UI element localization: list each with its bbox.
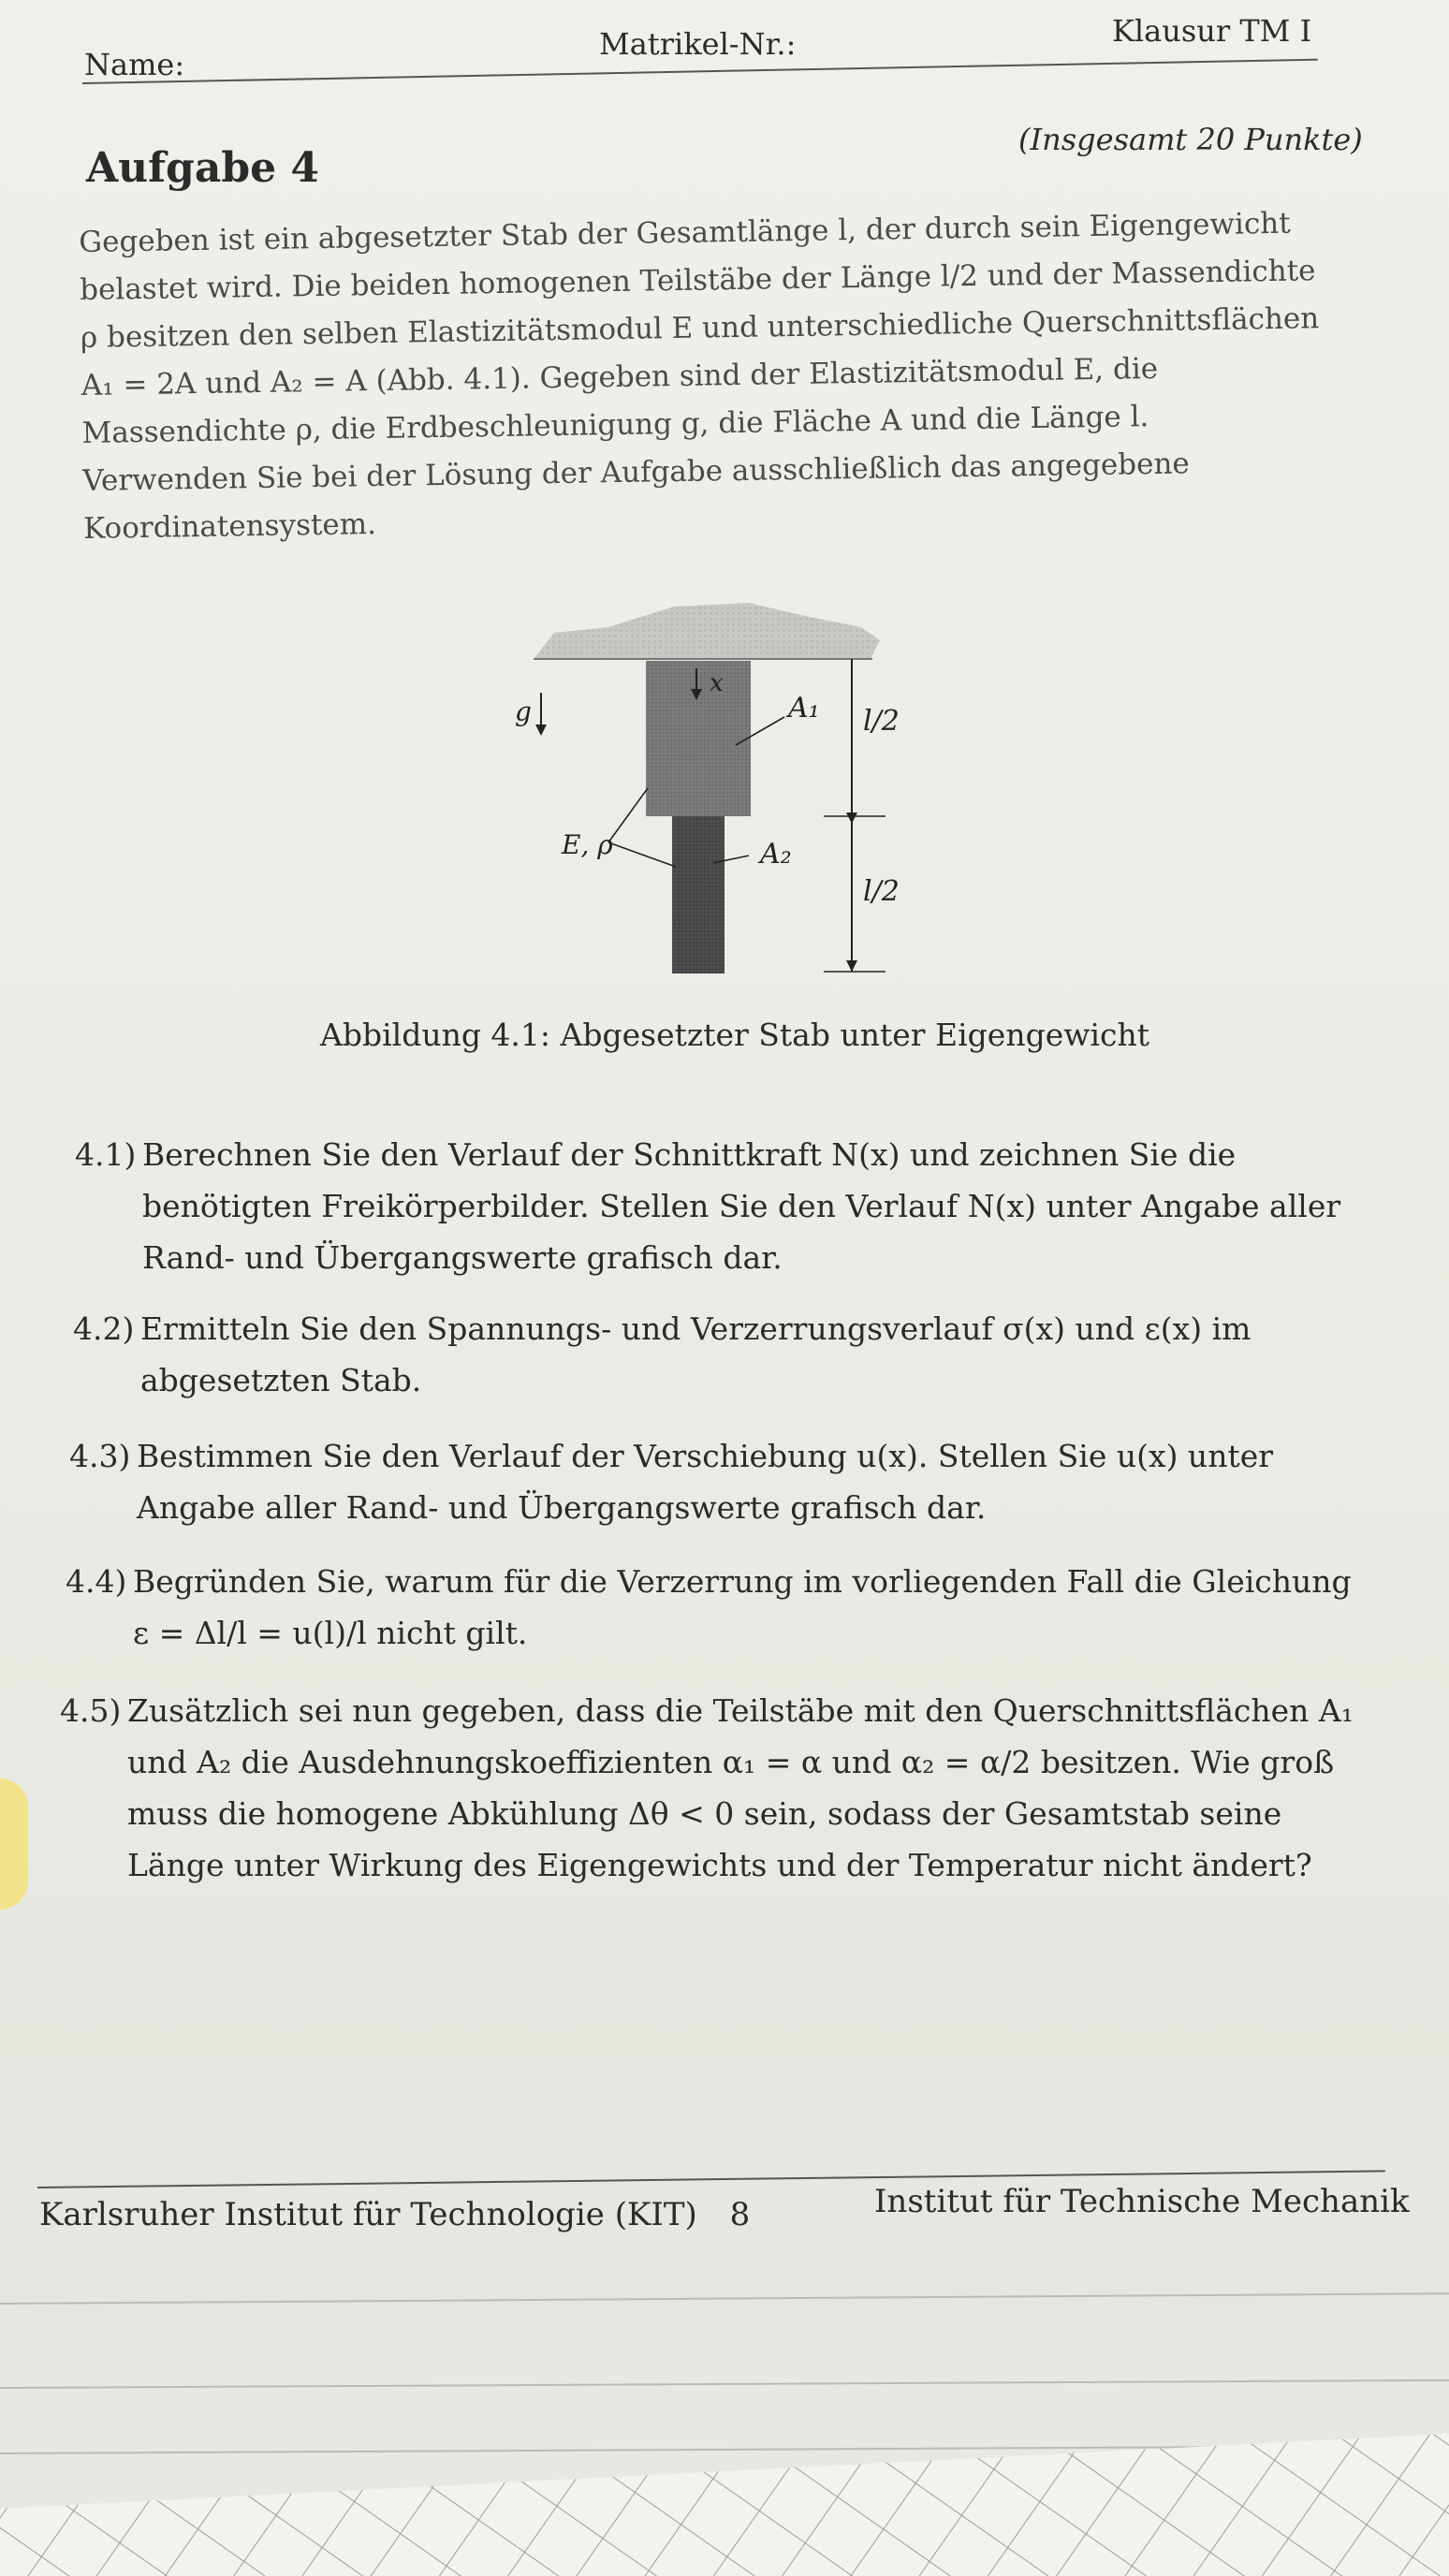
- footer-left: Karlsruher Institut für Technologie (KIT): [39, 2196, 697, 2233]
- subtask-text: Berechnen Sie den Verlauf der Schnittkraft N(x) und zeichnen Sie die benötigten Freikörperbilder. Stellen Sie den Verlauf N(x) unter Angabe aller Rand- und Übergangswerte grafisch dar.: [142, 1136, 1341, 1276]
- label-a1: A₁: [788, 692, 820, 724]
- intro-line: Verwenden Sie bei der Lösung der Aufgabe ausschließlich das angegebene: [82, 446, 1191, 498]
- figure-caption: Abbildung 4.1: Abgesetzter Stab unter Eigengewicht: [320, 1017, 1150, 1053]
- header-rule: [82, 59, 1318, 84]
- bar-segment-a2: [672, 816, 724, 973]
- subtask-number: 4.4): [66, 1563, 127, 1600]
- gravity-arrowhead: [535, 724, 547, 736]
- dim-arrow-2: [846, 960, 857, 972]
- intro-line: Massendichte ρ, die Erdbeschleunigung g, die Fläche A und die Länge l.: [81, 400, 1149, 450]
- subtask-4-5: [60, 1685, 1370, 1891]
- underlying-paper: [0, 2321, 1449, 2576]
- intro-line: Gegeben ist ein abgesetzter Stab der Gesamtlänge l, der durch sein Eigengewicht: [79, 206, 1291, 259]
- bar-segment-a1: [646, 661, 751, 816]
- e-rho-leader: [608, 788, 648, 842]
- intro-line: ρ besitzen den selben Elastizitätsmodul E und unterschiedliche Querschnittsflächen: [80, 301, 1320, 355]
- e-rho-leader-2: [608, 842, 676, 867]
- subtask-4-2: [73, 1303, 1350, 1406]
- task-points: (Insgesamt 20 Punkte): [1018, 122, 1363, 157]
- intro-line: belastet wird. Die beiden homogenen Teilstäbe der Länge l/2 und der Massendichte: [79, 254, 1316, 307]
- task-intro: [79, 199, 1338, 553]
- wall-support: [534, 603, 880, 659]
- highlighter-mark: [0, 1778, 28, 1910]
- label-e-rho: E, ρ: [562, 829, 613, 860]
- label-half-2: l/2: [863, 875, 900, 908]
- figure-bar-diagram: [468, 590, 955, 992]
- subtask-4-4: [66, 1556, 1357, 1659]
- intro-line: Koordinatensystem.: [82, 507, 377, 546]
- task-title: Aufgabe 4: [86, 144, 320, 192]
- subtask-number: 4.3): [69, 1438, 131, 1474]
- label-x: x: [710, 669, 724, 697]
- subtask-text: Zusätzlich sei nun gegeben, dass die Teilstäbe mit den Querschnittsflächen A₁ und A₂ die Ausdehnungskoeffizienten α₁ = α und α₂ = α/2 besitzen. Wie groß muss die homogene Abkühlung Δθ < 0 sein, sodass der Gesamtstab seine Länge unter Wirkung des Eigengewichts und der Temperatur nicht ändert?: [127, 1692, 1354, 1883]
- label-g: g: [515, 696, 532, 727]
- subtask-4-3: [69, 1430, 1350, 1533]
- subtask-number: 4.1): [75, 1136, 137, 1173]
- intro-line: A₁ = 2A und A₂ = A (Abb. 4.1). Gegeben sind der Elastizitätsmodul E, die: [80, 351, 1159, 402]
- subtask-4-1: [75, 1129, 1348, 1283]
- name-label: Name:: [84, 47, 185, 82]
- subtask-text: Ermitteln Sie den Spannungs- und Verzerrungsverlauf σ(x) und ε(x) im abgesetzten Stab.: [140, 1310, 1251, 1398]
- dim-arrow-1: [846, 812, 857, 824]
- matrikel-label: Matrikel-Nr.:: [599, 26, 797, 62]
- subtask-text: Bestimmen Sie den Verlauf der Verschiebung u(x). Stellen Sie u(x) unter Angabe aller Rand- und Übergangswerte grafisch dar.: [137, 1438, 1274, 1526]
- footer-page-number: 8: [729, 2196, 751, 2233]
- subtask-text: Begründen Sie, warum für die Verzerrung im vorliegenden Fall die Gleichung ε = Δl/l = u(l)/l nicht gilt.: [133, 1563, 1352, 1651]
- footer-right: Institut für Technische Mechanik: [874, 2183, 1410, 2220]
- grid-pattern: [0, 2321, 1449, 2576]
- exam-title: Klausur TM I: [1112, 13, 1312, 49]
- faint-line: [0, 2292, 1449, 2305]
- label-a2: A₂: [760, 838, 792, 871]
- subtask-number: 4.2): [73, 1310, 135, 1347]
- footer-institution: [39, 2196, 750, 2233]
- label-half-1: l/2: [863, 705, 900, 738]
- subtask-number: 4.5): [60, 1692, 122, 1729]
